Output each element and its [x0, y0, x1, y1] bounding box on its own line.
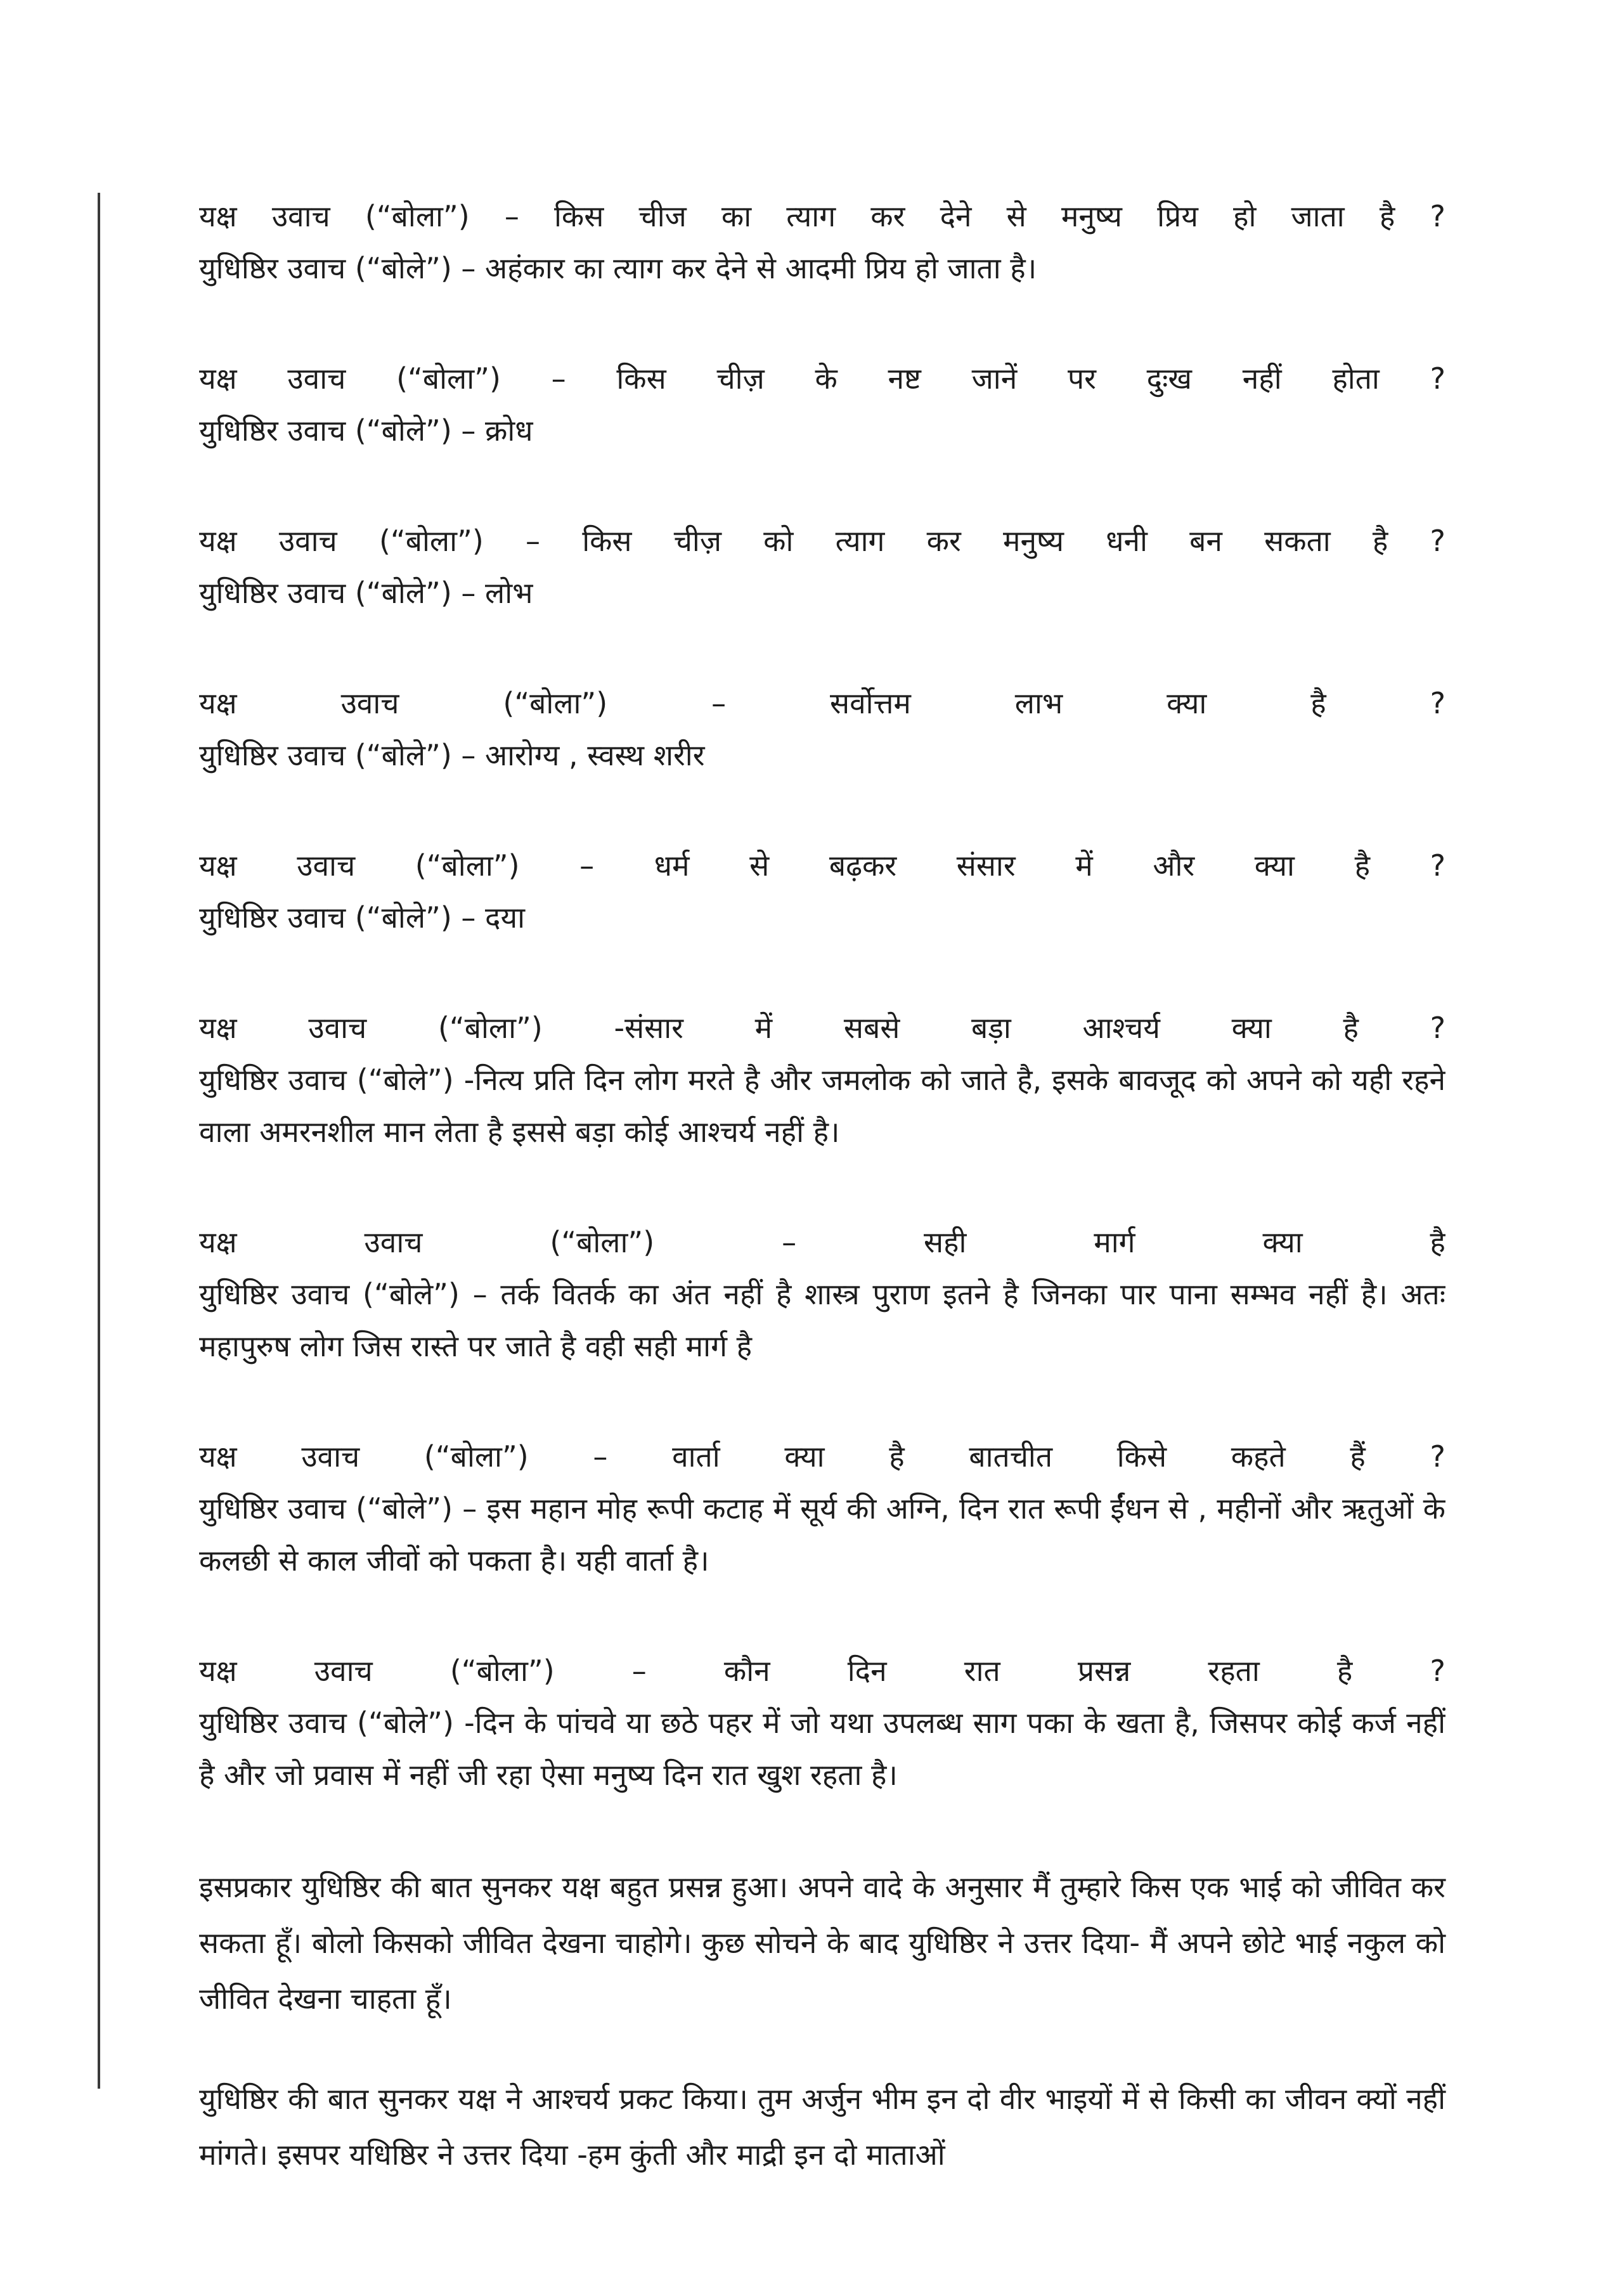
qa-block — [199, 677, 1445, 781]
question-word: और — [1153, 848, 1195, 883]
question-word: (“बोला”) — [415, 848, 520, 883]
question-word: उवाच — [314, 1654, 373, 1688]
question-word: उवाच — [308, 1011, 367, 1045]
yaksha-question — [199, 677, 1445, 729]
question-word: है — [1343, 1011, 1359, 1045]
question-word: ? — [1430, 199, 1445, 233]
question-word: से — [1006, 199, 1026, 233]
qa-block — [199, 1002, 1445, 1158]
question-word: (“बोला”) — [449, 1654, 555, 1688]
question-word: (“बोला”) — [378, 524, 484, 558]
question-word: जानें — [971, 361, 1018, 396]
question-word: यक्ष — [199, 524, 237, 558]
question-word: (“बोला”) — [437, 1011, 543, 1045]
question-word: है — [1310, 686, 1326, 720]
question-word: यक्ष — [199, 848, 237, 883]
question-word: मनुष्य — [1061, 199, 1122, 233]
yaksha-question — [199, 190, 1445, 242]
question-word: यक्ष — [199, 199, 237, 233]
question-word: से — [749, 848, 770, 883]
question-word: हो — [1233, 199, 1257, 233]
question-word: सकता — [1264, 524, 1331, 558]
question-word: – — [526, 524, 540, 558]
question-word: (“बोला”) — [550, 1225, 655, 1259]
question-word: किसे — [1116, 1439, 1167, 1474]
question-word: यक्ष — [199, 1011, 237, 1045]
question-word: – — [551, 361, 566, 396]
question-word: यक्ष — [199, 686, 237, 720]
qa-block — [199, 1216, 1445, 1372]
yaksha-question — [199, 840, 1445, 892]
question-word: है — [889, 1439, 905, 1474]
question-word: ? — [1430, 1654, 1445, 1688]
question-word: (“बोला”) — [396, 361, 501, 396]
question-word: सर्वोत्तम — [830, 686, 911, 720]
question-word: – — [504, 199, 519, 233]
question-word: क्या — [1262, 1225, 1303, 1259]
narrative-paragraph: इसप्रकार युधिष्ठिर की बात सुनकर यक्ष बहुत प्रसन्न हुआ। अपने वादे के अनुसार मैं तुम्हारे किस एक भाई को जीवित कर सकता हूँ। बोलो किसको जीवित देखना चाहोगे। कुछ सोचने के बाद युधिष्ठिर ने उत्तर दिया- मैं अपने छोटे भाई नकुल को जीवित देखना चाहता हूँ। — [199, 1870, 1445, 2016]
question-word: मार्ग — [1094, 1225, 1135, 1259]
question-word: है — [1379, 199, 1395, 233]
yudhishthira-answer: युधिष्ठिर उवाच (“बोले”) -नित्य प्रति दिन लोग मरते है और जमलोक को जाते है, इसके बावजूद को अपने को यही रहने वाला अमरनशील मान लेता है इससे बड़ा कोई आश्चर्य नहीं है। — [199, 1063, 1445, 1149]
question-word: कौन — [723, 1654, 770, 1688]
question-word: धनी — [1106, 524, 1148, 558]
question-word: ? — [1430, 1011, 1445, 1045]
yudhishthira-answer: युधिष्ठिर उवाच (“बोले”) -दिन के पांचवे या छठे पहर में जो यथा उपलब्ध साग पका के खता है, जिसपर कोई कर्ज नहीं है और जो प्रवास में नहीं जी रहा ऐसा मनुष्य दिन रात खुश रहता है। — [199, 1706, 1445, 1792]
page-content — [199, 190, 1445, 2227]
question-word: कर — [870, 199, 905, 233]
question-word: यक्ष — [199, 361, 237, 396]
yaksha-question — [199, 1430, 1445, 1482]
question-word: उवाच — [271, 199, 330, 233]
question-word: जाता — [1291, 199, 1345, 233]
question-word: क्या — [1167, 686, 1207, 720]
question-word: हैं — [1350, 1439, 1366, 1474]
question-word: दुःख — [1146, 361, 1193, 396]
qa-block — [199, 515, 1445, 619]
question-word: है — [1336, 1654, 1353, 1688]
question-word: बन — [1189, 524, 1222, 558]
question-word: बातचीत — [969, 1439, 1053, 1474]
question-word: – — [593, 1439, 608, 1474]
question-word: नहीं — [1242, 361, 1282, 396]
question-word: ? — [1430, 361, 1445, 396]
question-word: आश्चर्य — [1082, 1011, 1160, 1045]
question-word: होता — [1332, 361, 1380, 396]
question-word: ? — [1430, 848, 1445, 883]
question-word: उवाच — [278, 524, 337, 558]
question-word: उवाच — [364, 1225, 423, 1259]
question-word: ? — [1430, 1439, 1445, 1474]
question-word: का — [721, 199, 752, 233]
question-word: ? — [1430, 686, 1445, 720]
question-word: चीज़ — [673, 524, 721, 558]
question-word: है — [1430, 1225, 1445, 1259]
question-word: कर — [926, 524, 961, 558]
question-word: किस — [554, 199, 604, 233]
yaksha-question — [199, 1645, 1445, 1697]
question-word: क्या — [1254, 848, 1295, 883]
left-margin-rule — [98, 193, 100, 2089]
question-word: किस — [616, 361, 666, 396]
question-word: संसार — [956, 848, 1016, 883]
question-word: चीज़ — [716, 361, 765, 396]
question-word: (“बोला”) — [365, 199, 470, 233]
question-word: बढ़कर — [829, 848, 897, 883]
yudhishthira-answer: युधिष्ठिर उवाच (“बोले”) – क्रोध — [199, 413, 533, 448]
question-word: -संसार — [614, 1011, 683, 1045]
question-word: क्या — [1231, 1011, 1272, 1045]
question-word: उवाच — [301, 1439, 360, 1474]
question-word: उवाच — [287, 361, 346, 396]
question-word: यक्ष — [199, 1439, 237, 1474]
question-word: है — [1354, 848, 1370, 883]
question-word: – — [782, 1225, 797, 1259]
question-word: रात — [964, 1654, 1000, 1688]
qa-block — [199, 1645, 1445, 1801]
question-word: बड़ा — [971, 1011, 1011, 1045]
yudhishthira-answer: युधिष्ठिर उवाच (“बोले”) – दया — [199, 900, 526, 935]
question-word: पर — [1067, 361, 1096, 396]
question-word: क्या — [784, 1439, 825, 1474]
question-word: त्याग — [835, 524, 885, 558]
question-word: के — [815, 361, 837, 396]
question-word: उवाच — [297, 848, 356, 883]
question-word: यक्ष — [199, 1654, 237, 1688]
question-word: कहते — [1231, 1439, 1286, 1474]
question-word: नष्ट — [888, 361, 921, 396]
question-word: ? — [1430, 524, 1445, 558]
question-word: यक्ष — [199, 1225, 237, 1259]
question-word: में — [1075, 848, 1093, 883]
yaksha-question — [199, 353, 1445, 405]
question-word: प्रिय — [1157, 199, 1198, 233]
question-word: किस — [582, 524, 632, 558]
qa-block — [199, 190, 1445, 294]
question-word: दिन — [847, 1654, 887, 1688]
question-word: चीज — [638, 199, 687, 233]
qa-block — [199, 840, 1445, 944]
question-word: वार्ता — [672, 1439, 720, 1474]
qa-block — [199, 353, 1445, 457]
yaksha-question — [199, 1002, 1445, 1054]
yudhishthira-answer: युधिष्ठिर उवाच (“बोले”) – अहंकार का त्याग कर देने से आदमी प्रिय हो जाता है। — [199, 251, 1037, 285]
question-word: – — [579, 848, 595, 883]
narrative-paragraph: युधिष्ठिर की बात सुनकर यक्ष ने आश्चर्य प्रकट किया। तुम अर्जुन भीम इन दो वीर भाइयों में से किसी का जीवन क्यों नहीं मांगते। इसपर यधिष्ठिर ने उत्तर दिया -हम कुंती और माद्री इन दो माताओं — [199, 2082, 1445, 2172]
question-word: मनुष्य — [1002, 524, 1064, 558]
question-word: (“बोला”) — [503, 686, 608, 720]
question-word: को — [763, 524, 794, 558]
yudhishthira-answer: युधिष्ठिर उवाच (“बोले”) – आरोग्य , स्वस्थ शरीर — [199, 738, 705, 772]
question-word: प्रसन्न — [1077, 1654, 1131, 1688]
question-word: – — [711, 686, 727, 720]
question-word: लाभ — [1014, 686, 1063, 720]
question-word: रहता — [1208, 1654, 1260, 1688]
question-word: सही — [923, 1225, 967, 1259]
question-word: त्याग — [786, 199, 836, 233]
question-word: धर्म — [654, 848, 690, 883]
question-word: (“बोला”) — [424, 1439, 529, 1474]
yudhishthira-answer: युधिष्ठिर उवाच (“बोले”) – इस महान मोह रूपी कटाह में सूर्य की अग्नि, दिन रात रूपी ईंधन से , महीनों और ऋतुओं के कलछी से काल जीवों को पकता है। यही वार्ता है। — [199, 1491, 1445, 1578]
question-word: देने — [940, 199, 972, 233]
yaksha-question — [199, 515, 1445, 567]
question-word: उवाच — [340, 686, 399, 720]
qa-block — [199, 1430, 1445, 1586]
question-word: – — [631, 1654, 647, 1688]
yaksha-question — [199, 1216, 1445, 1268]
question-word: में — [754, 1011, 773, 1045]
question-word: सबसे — [843, 1011, 900, 1045]
question-word: है — [1372, 524, 1388, 558]
yudhishthira-answer: युधिष्ठिर उवाच (“बोले”) – तर्क वितर्क का अंत नहीं है शास्त्र पुराण इतने है जिनका पार पाना सम्भव नहीं है। अतः महापुरुष लोग जिस रास्ते पर जाते है वही सही मार्ग है — [199, 1277, 1445, 1363]
yudhishthira-answer: युधिष्ठिर उवाच (“बोले”) – लोभ — [199, 576, 533, 610]
